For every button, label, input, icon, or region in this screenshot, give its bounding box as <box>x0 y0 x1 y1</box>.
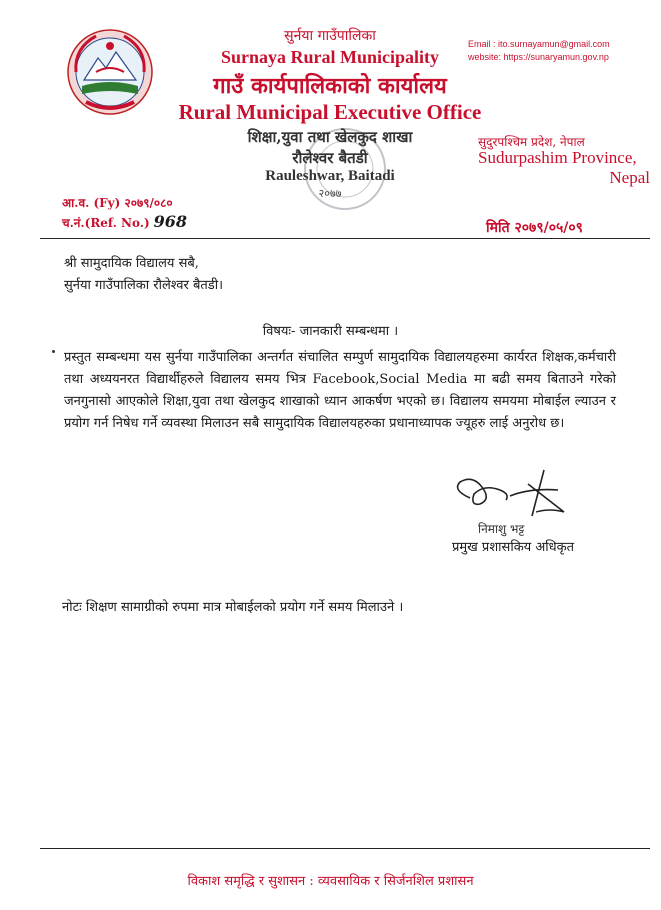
letter-date: मिति २०७९/०५/०९ <box>486 220 583 236</box>
header-nepali-address: रौलेश्वर बैतडी <box>292 149 368 167</box>
header-nepali-name: सुर्नया गाउँपालिका <box>284 28 376 44</box>
addressee-line1: श्री सामुदायिक विद्यालय सबै, <box>64 256 199 271</box>
header-nepali-office: गाउँ कार्यपालिकाको कार्यालय <box>213 73 447 99</box>
bullet-dot <box>52 350 55 353</box>
reference-number: 968 <box>153 212 188 231</box>
letter-note: नोटः शिक्षण सामाग्रीको रुपमा मात्र मोबाईलको प्रयोग गर्ने समय मिलाउने । <box>62 600 404 615</box>
reference-label: च.नं.(Ref. No.) <box>62 216 150 230</box>
header-branch: शिक्षा,युवा तथा खेलकुद शाखा <box>247 128 413 146</box>
contact-website: website: https://sunaryamun.gov.np <box>468 52 609 62</box>
province-english-line2: Nepal <box>609 168 650 187</box>
footer-divider <box>40 848 650 849</box>
reference-row <box>62 212 187 231</box>
province-english-line1: Sudurpashim Province, <box>478 148 637 167</box>
header-english-address: Rauleshwar, Baitadi <box>265 168 395 184</box>
header-english-office: Rural Municipal Executive Office <box>178 100 482 124</box>
letter-subject: विषयः- जानकारी सम्बन्धमा । <box>262 324 399 339</box>
signatory-title: प्रमुख प्रशासकिय अधिकृत <box>452 540 575 555</box>
province-nepali: सुदुरपश्चिम प्रदेश, नेपाल <box>478 135 585 149</box>
letter-body: प्रस्तुत सम्बन्धमा यस सुर्नया गाउँपालिका अन्तर्गत संचालित सम्पुर्ण सामुदायिक विद्यालयहरुमा कार्यरत शिक्षक,कर्मचारी तथा अध्ययनरत विद्यार्थीहरुले विद्यालय समय भित्र Facebook,Social Media मा बढी समय बिताउने गरेको जनगुनासो आएकोले शिक्षा,युवा तथा खेलकुद शाखाको ध्यान आकर्षण भएको छ। विद्यालय समयमा मोबाईल ल्याउन र प्रयोग गर्न निषेध गर्ने व्यवस्था मिलाउन सबै सामुदायिक विद्यालयहरुका प्रधानाध्यापक ज्यूहरु लाई अनुरोध छ। <box>64 350 616 431</box>
header-established-year: २०७७ <box>318 187 342 200</box>
nepal-emblem-icon <box>66 28 154 116</box>
footer-slogan: विकाश समृद्धि र सुशासन : व्यवसायिक र सिर्जनशिल प्रशासन <box>187 874 474 889</box>
header-divider <box>40 238 650 239</box>
fiscal-year: आ.व. (Fy) २०७९/०८० <box>62 196 173 210</box>
addressee-line2: सुर्नया गाउँपालिका रौलेश्वर बैतडी। <box>64 278 224 293</box>
header-english-name: Surnaya Rural Municipality <box>220 47 440 67</box>
contact-email: Email : ito.surnayamun@gmail.com <box>468 39 610 49</box>
signatory-name: निमाशु भट्ट <box>478 522 525 536</box>
